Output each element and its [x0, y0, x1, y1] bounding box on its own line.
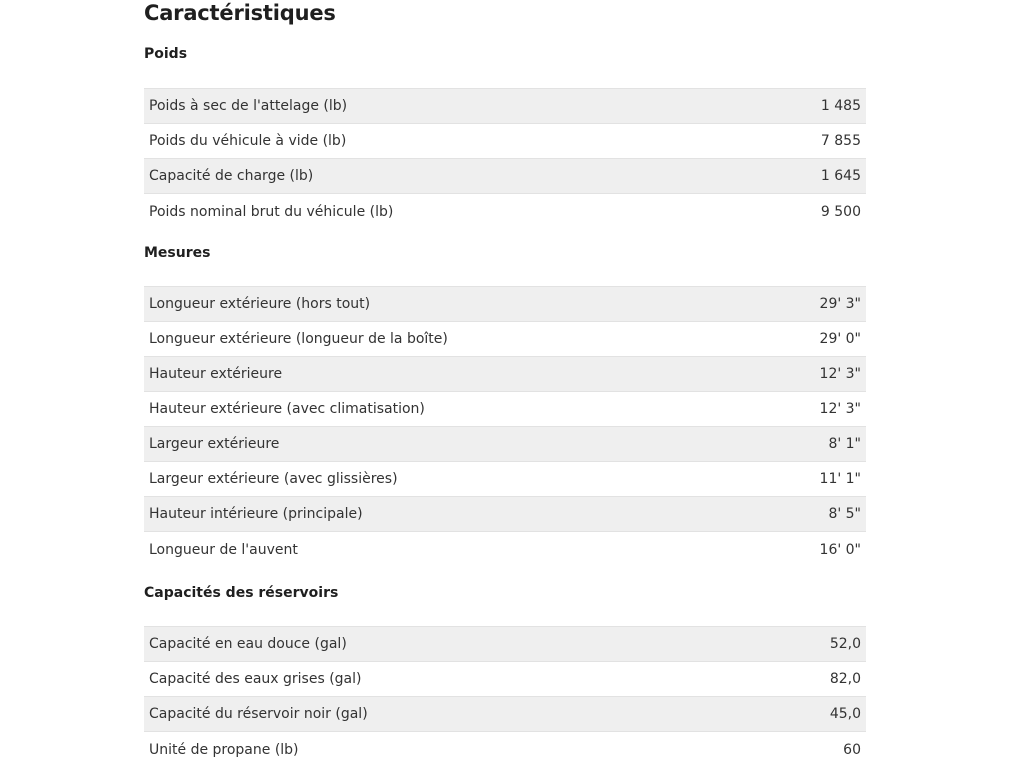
- table-row: [144, 159, 866, 194]
- page-title: Caractéristiques: [144, 1, 336, 25]
- spec-value: 8' 1": [828, 436, 861, 452]
- spec-value: 45,0: [829, 706, 861, 722]
- spec-label: Largeur extérieure: [149, 436, 280, 452]
- spec-value: 60: [843, 741, 861, 758]
- spec-label: Poids du véhicule à vide (lb): [149, 133, 347, 149]
- table-row: [144, 497, 866, 532]
- spec-table-poids: [144, 88, 866, 229]
- spec-label: Capacité du réservoir noir (gal): [149, 706, 368, 722]
- spec-value: 16' 0": [819, 541, 861, 558]
- spec-label: Largeur extérieure (avec glissières): [149, 471, 398, 487]
- spec-label: Hauteur extérieure: [149, 366, 283, 382]
- spec-table-reservoirs: [144, 626, 866, 767]
- spec-label: Poids à sec de l'attelage (lb): [149, 98, 348, 114]
- section-title-reservoirs: Capacités des réservoirs: [144, 585, 339, 601]
- table-row: [144, 392, 866, 427]
- spec-value: 12' 3": [819, 366, 861, 382]
- table-row: [144, 194, 866, 229]
- table-row: [144, 287, 866, 322]
- table-row: [144, 322, 866, 357]
- spec-value: 9 500: [820, 203, 861, 220]
- spec-label: Poids nominal brut du véhicule (lb): [149, 203, 394, 220]
- table-row: [144, 124, 866, 159]
- table-row: [144, 532, 866, 567]
- spec-value: 29' 0": [819, 331, 861, 347]
- spec-label: Capacité en eau douce (gal): [149, 636, 347, 652]
- spec-value: 7 855: [820, 133, 861, 149]
- spec-label: Hauteur intérieure (principale): [149, 506, 363, 522]
- spec-label: Capacité de charge (lb): [149, 168, 314, 184]
- spec-label: Hauteur extérieure (avec climatisation): [149, 401, 425, 417]
- table-row: [144, 732, 866, 767]
- spec-value: 29' 3": [819, 296, 861, 312]
- spec-label: Capacité des eaux grises (gal): [149, 671, 362, 687]
- table-row: [144, 462, 866, 497]
- table-row: [144, 427, 866, 462]
- spec-value: 1 645: [820, 168, 861, 184]
- spec-value: 8' 5": [828, 506, 861, 522]
- table-row: [144, 89, 866, 124]
- spec-value: 1 485: [820, 98, 861, 114]
- spec-label: Longueur extérieure (longueur de la boîte): [149, 331, 448, 347]
- table-row: [144, 697, 866, 732]
- table-row: [144, 662, 866, 697]
- section-title-mesures: Mesures: [144, 245, 211, 261]
- spec-value: 11' 1": [819, 471, 861, 487]
- spec-label: Longueur de l'auvent: [149, 541, 298, 558]
- table-row: [144, 357, 866, 392]
- table-row: [144, 627, 866, 662]
- section-title-poids: Poids: [144, 46, 188, 62]
- spec-label: Unité de propane (lb): [149, 741, 299, 758]
- spec-table-mesures: [144, 286, 866, 567]
- spec-value: 52,0: [829, 636, 861, 652]
- spec-label: Longueur extérieure (hors tout): [149, 296, 371, 312]
- spec-value: 12' 3": [819, 401, 861, 417]
- spec-value: 82,0: [829, 671, 861, 687]
